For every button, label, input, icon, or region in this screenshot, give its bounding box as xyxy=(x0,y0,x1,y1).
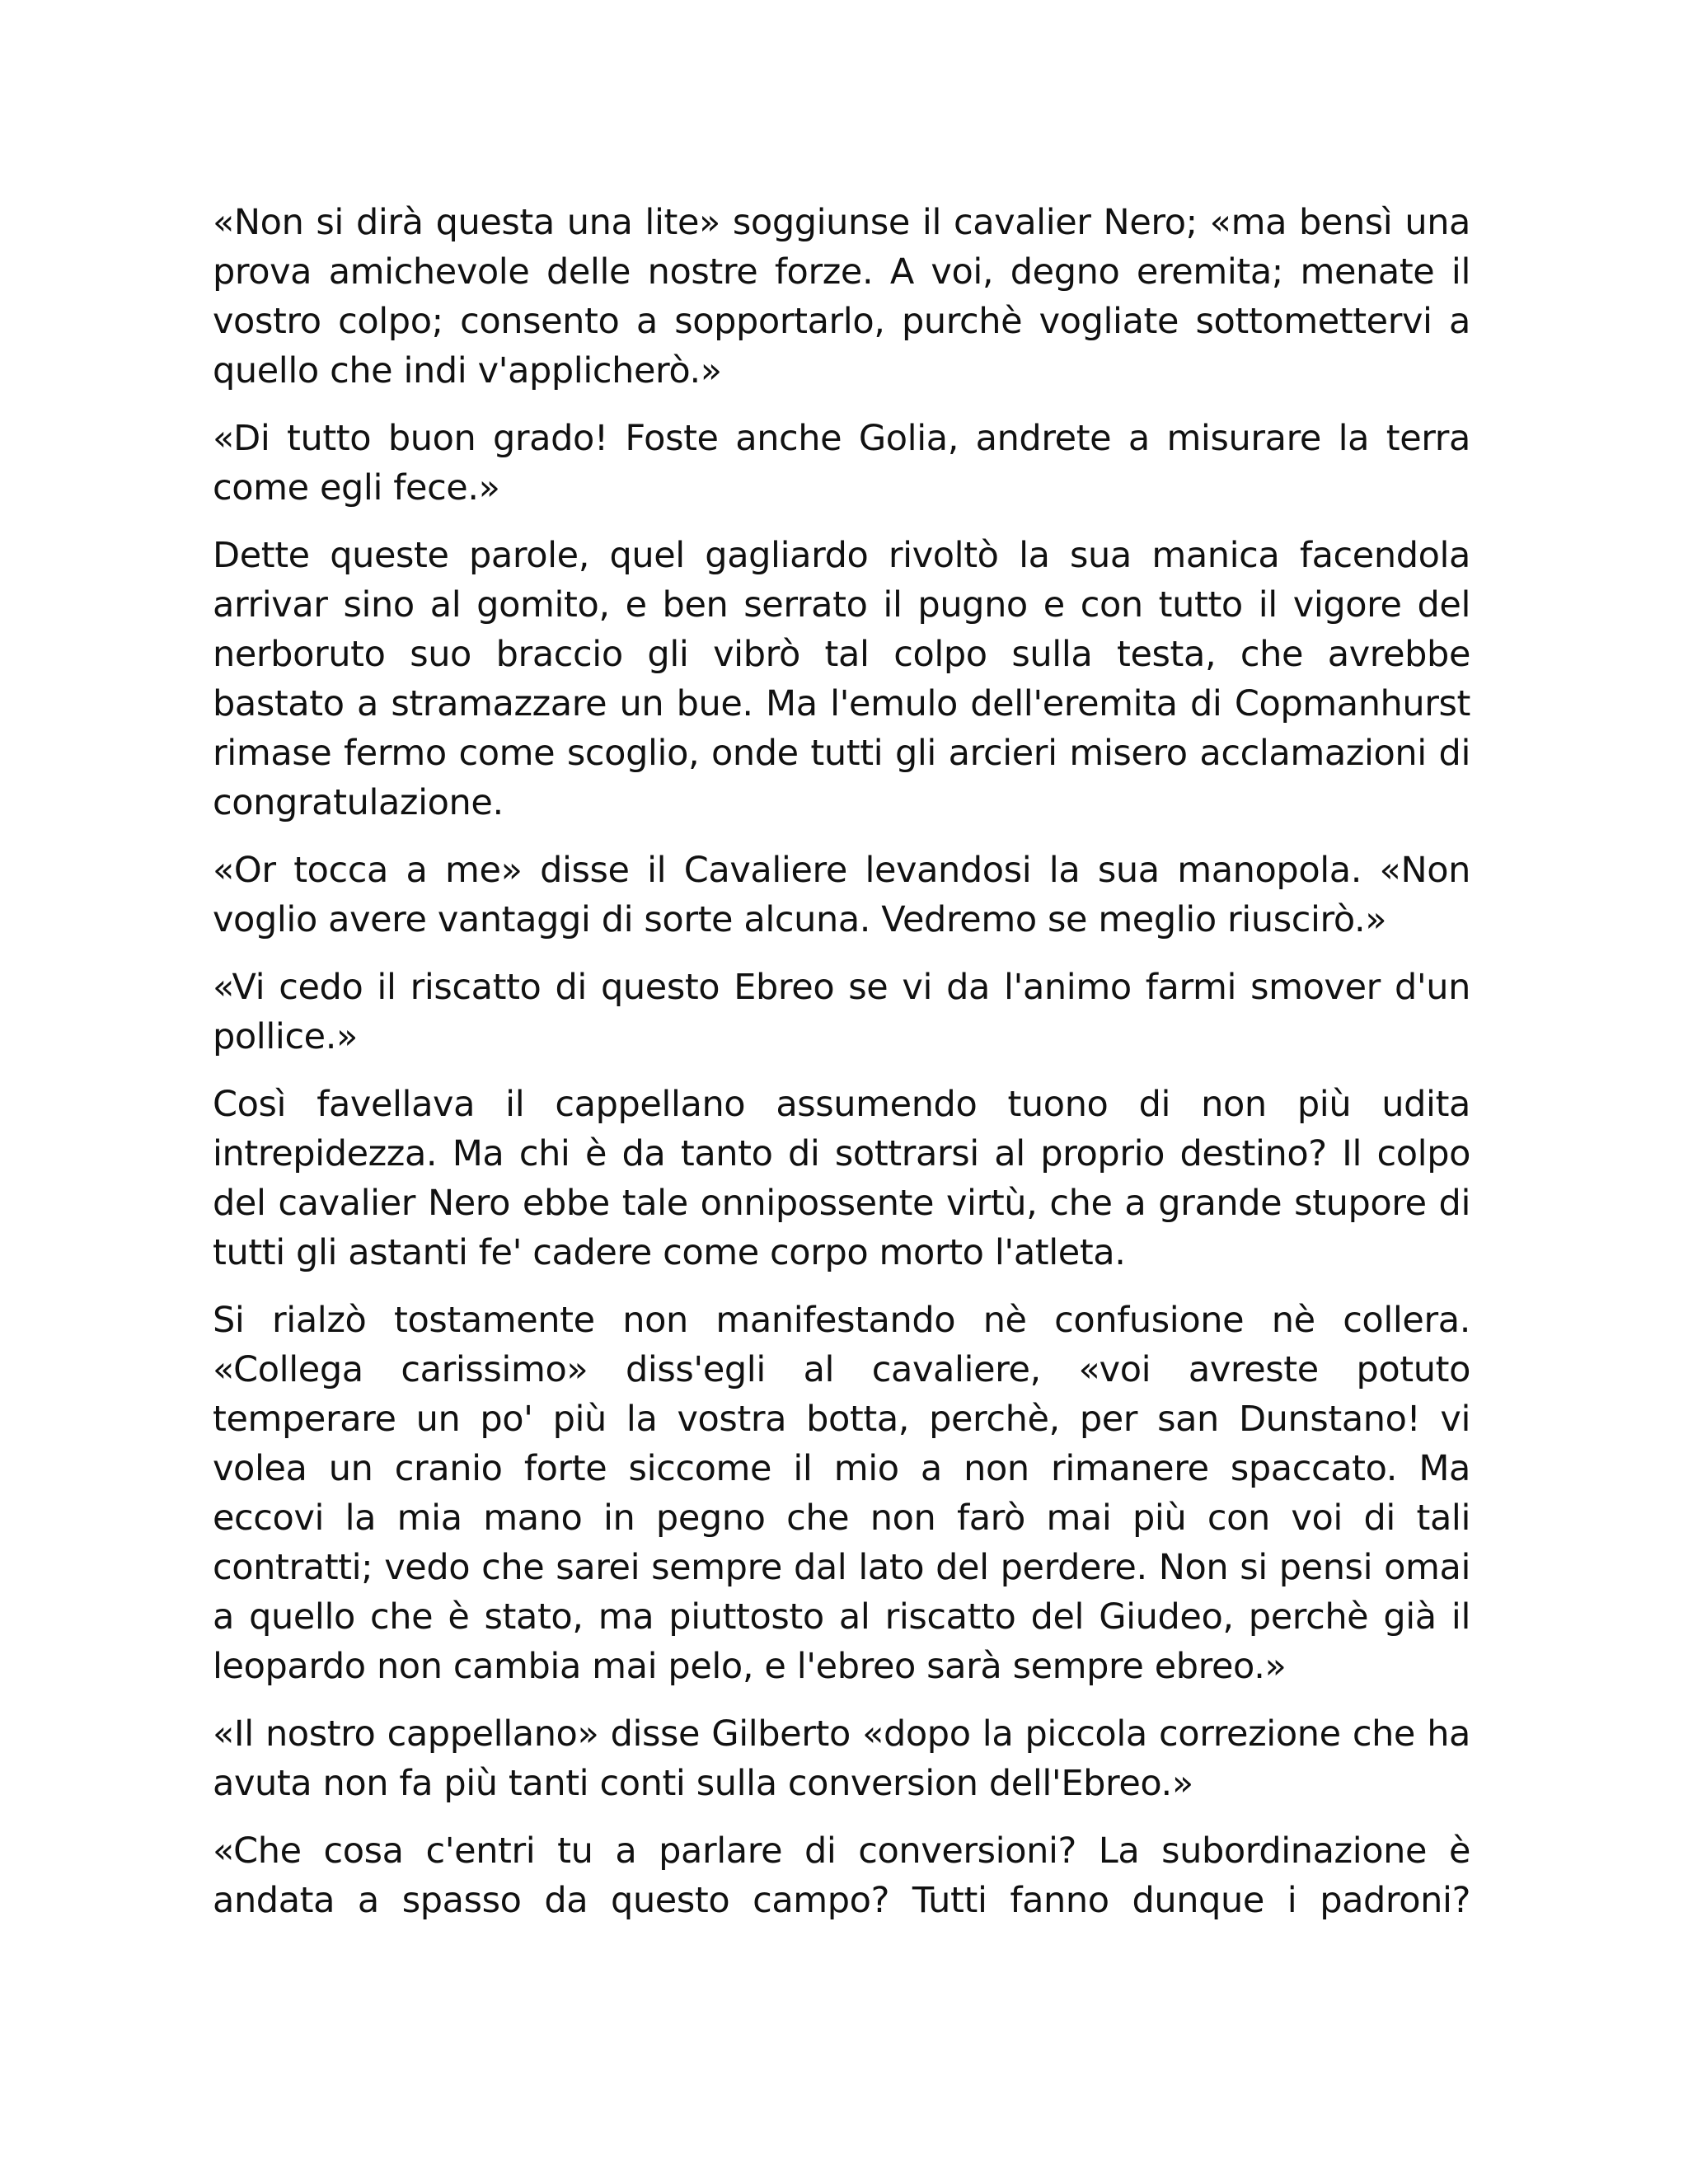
paragraph: Si rialzò tostamente non manifestando nè confusione nè collera. «Collega carissimo» diss'egli al cavaliere, «voi avreste potuto temperare un po' più la vostra botta, perchè, per san Dunstano! vi volea un cranio forte siccome il mio a non rimanere spaccato. Ma eccovi la mia mano in pegno che non farò mai più con voi di tali contratti; vedo che sarei sempre dal lato del perdere. Non si pensi omai a quello che è stato, ma piuttosto al riscatto del Giudeo, perchè già il leopardo non cambia mai pelo, e l'ebreo sarà sempre ebreo.» xyxy=(213,1300,1470,1687)
paragraph: «Or tocca a me» disse il Cavaliere levandosi la sua manopola. «Non voglio avere vantaggi di sorte alcuna. Vedremo se meglio riuscirò.» xyxy=(213,850,1470,940)
paragraph: «Che cosa c'entri tu a parlare di conversioni? La subordinazione è andata a spasso da questo campo? Tutti fanno dunque i padroni? xyxy=(213,1830,1470,1921)
paragraph: «Vi cedo il riscatto di questo Ebreo se vi da l'animo farmi smover d'un pollice.» xyxy=(213,967,1470,1057)
paragraph: «Di tutto buon grado! Foste anche Golia, andrete a misurare la terra come egli fece.» xyxy=(213,418,1470,509)
paragraph: Dette queste parole, quel gagliardo rivoltò la sua manica facendola arrivar sino al gomito, e ben serrato il pugno e con tutto il vigore del nerboruto suo braccio gli vibrò tal colpo sulla testa, che avrebbe bastato a stramazzare un bue. Ma l'emulo dell'eremita di Copmanhurst rimase fermo come scoglio, onde tutti gli arcieri misero acclamazioni di congratulazione. xyxy=(213,535,1470,823)
paragraph: «Il nostro cappellano» disse Gilberto «dopo la piccola correzione che ha avuta non fa più tanti conti sulla conversion dell'Ebreo.» xyxy=(213,1713,1470,1804)
paragraph: Così favellava il cappellano assumendo tuono di non più udita intrepidezza. Ma chi è da tanto di sottrarsi al proprio destino? Il colpo del cavalier Nero ebbe tale onnipossente virtù, che a grande stupore di tutti gli astanti fe' cadere come corpo morto l'atleta. xyxy=(213,1084,1470,1273)
page-text xyxy=(213,198,1470,1925)
paragraph: «Non si dirà questa una lite» soggiunse il cavalier Nero; «ma bensì una prova amichevole delle nostre forze. A voi, degno eremita; menate il vostro colpo; consento a sopportarlo, purchè vogliate sottomettervi a quello che indi v'applicherò.» xyxy=(213,202,1470,391)
